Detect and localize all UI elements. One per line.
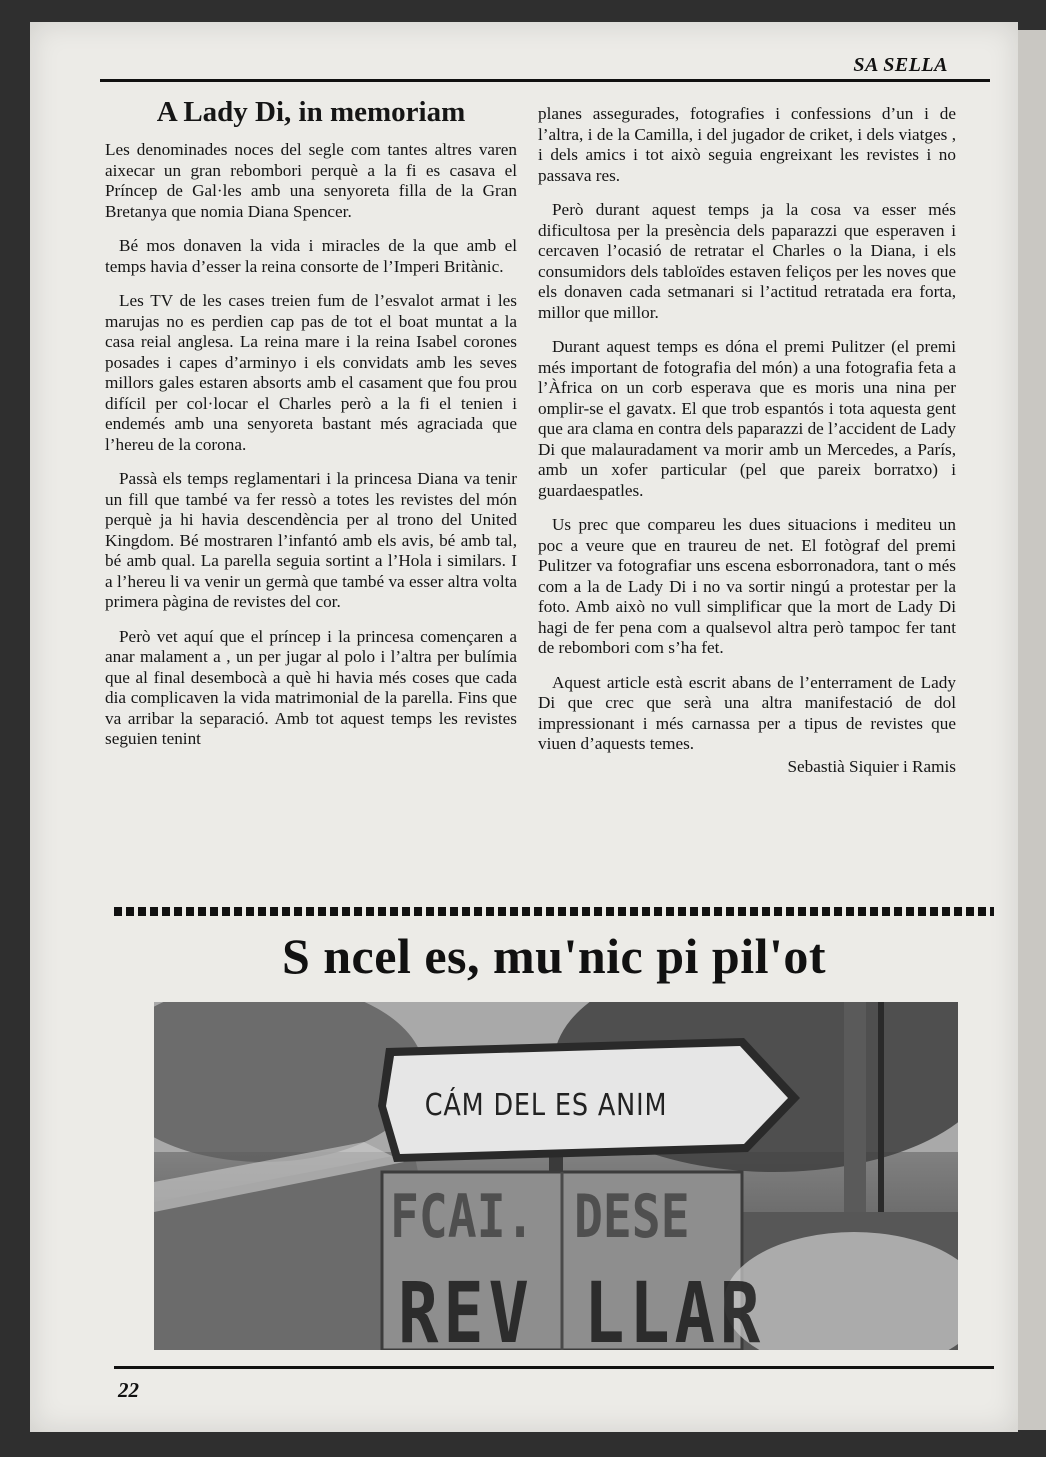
article-paragraph: planes assegurades, fotografies i confessions d’un i de l’altra, i de la Camilla, i del jugador de criket, i dels viatges , i dels amics i tot això seguia engreixant les revistes i no passava res.	[538, 104, 956, 185]
article-column-right	[538, 104, 956, 777]
article-paragraph: Però durant aquest temps ja la cosa va esser més dificultosa per la presència dels paparazzi que esperaven i cercaven l’ocasió de retratar el Charles o la Diana, i els consumidors dels tabloïdes estaven feliços per les noves que els donaven cada setmanari si l’actitud retratada era forta, millor que millor.	[538, 200, 956, 322]
stone-sign-text-right: LLAR	[584, 1264, 766, 1350]
second-article-headline: S ncel es, mu'nic pi pil'ot	[281, 928, 827, 984]
article-signature: Sebastià Siquier i Ramis	[787, 756, 956, 776]
article-paragraph: Passà els temps reglamentari i la princesa Diana va tenir un fill que també va fer ressò a totes les revistes del món perquè ja hi havia descendència per al trono del United Kingdom. Bé mostraren l’infantó amb els avis, bé amb tal, bé amb qual. La parella seguia sortint a l’Hola i similars. I a l’hereu li va venir un germà que també va esser altra volta primera pàgina de revistes del cor.	[105, 469, 517, 611]
article-paragraph: Bé mos donaven la vida i miracles de la que amb el temps havia d’esser la reina consorte de l’Imperi Britànic.	[105, 236, 517, 276]
article-paragraph: Les TV de les cases treien fum de l’esvalot armat i les marujas no es perdien cap pas de tot el boat muntat a la casa reial anglesa. La reina mare i la reina Isabel corones posades i capes d’arminyo i els convidats amb les seves millors gales estaren absorts amb el casament que fou prou difícil per col·locar el Charles però a la fi el tenien i endemés amb una senyoreta bastant més agraciada que l’hereu de la corona.	[105, 291, 517, 454]
article-paragraph: Aquest article està escrit abans de l’enterrament de Lady Di que crec que serà una altra manifestació de dol impressionant i més carnassa per a tipus de revistes que viuen d’aquests temes.	[538, 672, 956, 753]
article-column-left	[105, 96, 517, 764]
article-paragraph: Les denominades noces del segle com tantes altres varen aixecar un gran rebombori perquè a la fi es casava el Príncep de Gal·les amb una senyoreta filla de la Gran Bretanya que nomia Diana Spencer.	[105, 140, 517, 221]
footer-rule	[114, 1366, 994, 1369]
dashed-separator	[114, 907, 994, 916]
page-number: 22	[118, 1378, 139, 1402]
article-title: A Lady Di, in memoriam	[156, 96, 466, 128]
stone-sign-text-left: REV	[398, 1264, 534, 1350]
magazine-title: SA SELLA	[853, 54, 948, 76]
sign-arrow-text: CÁM DEL ES ANIM	[424, 1088, 668, 1123]
article-paragraph: Us prec que compareu les dues situacions i mediteu un poc a veure que en traureu de net. El fotògraf del premi Pulitzer va fotografiar uns escena esborronadora, tant o més com a la de Lady Di i no va sortir ningú a protestar per la foto. Amb això no vull simplificar que la mort de Lady Di hagi de fer pena com a qualsevol altra però tampoc fer tant de rebombori com s’ha fet.	[538, 515, 956, 657]
photo-scene	[154, 1002, 958, 1350]
header-rule	[100, 79, 990, 82]
article-paragraph: Durant aquest temps es dóna el premi Pulitzer (el premi més important de fotografia del món) a una fotografia feta a l’Àfrica on un corb esperava que es moris una nina per omplir-se el gavatx. El que trob espantós i tota aquesta gent que ara clama en contra dels paparazzi de l’accident de Lady Di que malauradament va morir amb un Mercedes, a París, amb un xofer particular (pel que pareix borratxo) i guardaespatles.	[538, 337, 956, 500]
road-sign-photo	[154, 1002, 958, 1350]
next-page-edge	[1018, 30, 1046, 1430]
magazine-page	[30, 22, 1018, 1432]
article-paragraph: Però vet aquí que el príncep i la princesa començaren a anar malament a , un per jugar al polo i l’altra per bulímia que al final desembocà a què hi havia més coses que cada dia complicaven la vida matrimonial de la parella. Fins que va arribar la separació. Amb tot aquest temps les revistes seguien tenint	[105, 626, 517, 748]
stone-sign-faint-right: DESE	[574, 1182, 690, 1252]
stone-sign-faint-left: FCAI.	[390, 1182, 535, 1252]
